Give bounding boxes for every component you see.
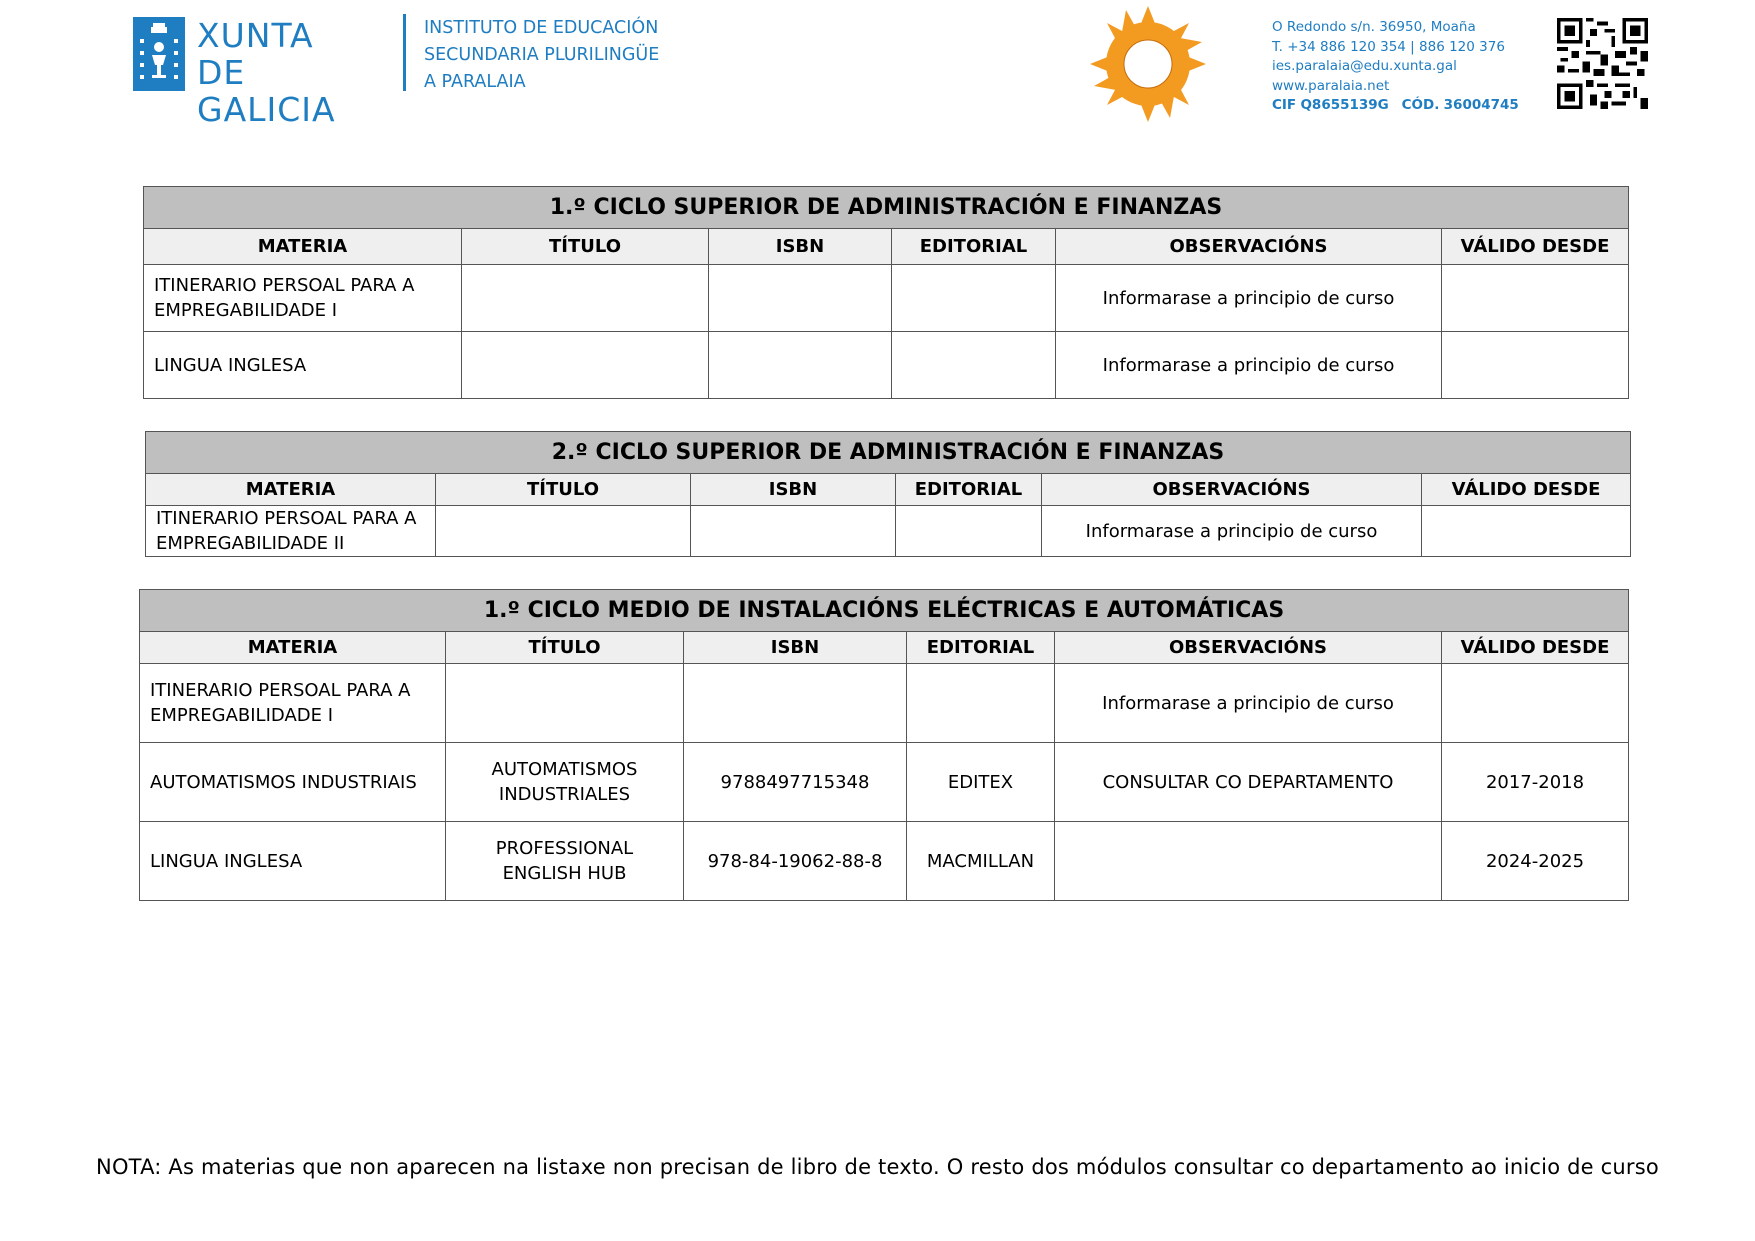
cod-label: CÓD. [1401,97,1440,113]
cod-value: 36004745 [1443,97,1519,113]
cell-materia: LINGUA INGLESA [144,332,462,399]
xunta-de-galicia-logo [133,16,393,129]
cell-valido [1442,265,1629,332]
table-row [140,664,1629,743]
col-header-observacions: OBSERVACIÓNS [1055,632,1442,664]
cell-titulo: PROFESSIONAL ENGLISH HUB [446,822,684,901]
table-title: 2.º CICLO SUPERIOR DE ADMINISTRACIÓN E FINANZAS [146,432,1631,474]
col-header-isbn: ISBN [709,229,892,265]
xunta-wordmark [197,17,393,128]
institute-line: A PARALAIA [424,72,526,92]
col-header-materia: MATERIA [144,229,462,265]
cell-editorial [896,506,1042,557]
cell-materia: ITINERARIO PERSOAL PARA A EMPREGABILIDADE I [144,265,462,332]
table-row [146,506,1631,557]
col-header-editorial: EDITORIAL [907,632,1055,664]
header-divider [403,14,406,91]
cif-value: Q8655139G [1300,97,1389,113]
cif-label: CIF [1272,97,1297,113]
cell-titulo [446,664,684,743]
contact-email[interactable]: ies.paralaia@edu.xunta.gal [1272,58,1457,74]
cell-observacions: Informarase a principio de curso [1056,332,1442,399]
institute-name [424,15,659,96]
cell-materia: ITINERARIO PERSOAL PARA A EMPREGABILIDADE I [140,664,446,743]
cell-titulo: AUTOMATISMOS INDUSTRIALES [446,743,684,822]
contact-web[interactable]: www.paralaia.net [1272,77,1390,94]
col-header-editorial: EDITORIAL [896,474,1042,506]
footer-note: NOTA: As materias que non aparecen na listaxe non precisan de libro de texto. O resto dos módulos consultar co departamento ao inicio de curso [96,1155,1659,1179]
col-header-valido: VÁLIDO DESDE [1422,474,1631,506]
institute-line: SECUNDARIA PLURILINGÜE [424,45,660,65]
cell-editorial: MACMILLAN [907,822,1055,901]
institute-line: INSTITUTO DE EDUCACIÓN [424,18,659,38]
galicia-shield-icon [133,17,185,91]
cell-titulo [462,332,709,399]
cell-isbn [684,664,907,743]
cell-valido: 2024-2025 [1442,822,1629,901]
cell-editorial: EDITEX [907,743,1055,822]
book-table [143,186,1629,399]
cell-materia: ITINERARIO PERSOAL PARA A EMPREGABILIDADE II [146,506,436,557]
col-header-isbn: ISBN [684,632,907,664]
contact-address: O Redondo s/n. 36950, Moaña [1272,19,1476,35]
col-header-editorial: EDITORIAL [892,229,1056,265]
table-row [140,822,1629,901]
cell-isbn: 978-84-19062-88-8 [684,822,907,901]
col-header-titulo: TÍTULO [462,229,709,265]
col-header-titulo: TÍTULO [446,632,684,664]
cell-observacions: Informarase a principio de curso [1055,664,1442,743]
cell-observacions [1055,822,1442,901]
qr-code-icon[interactable] [1557,18,1648,109]
ies-paralaia-sun-logo [1090,6,1206,122]
table-row [144,265,1629,332]
table-title: 1.º CICLO MEDIO DE INSTALACIÓNS ELÉCTRICAS E AUTOMÁTICAS [140,590,1629,632]
cell-titulo [462,265,709,332]
cell-editorial [892,265,1056,332]
col-header-observacions: OBSERVACIÓNS [1056,229,1442,265]
book-table [145,431,1631,557]
xunta-line1: XUNTA [197,16,314,55]
col-header-titulo: TÍTULO [436,474,691,506]
cell-isbn: 9788497715348 [684,743,907,822]
cell-editorial [907,664,1055,743]
cell-editorial [892,332,1056,399]
table-row [144,332,1629,399]
cell-materia: AUTOMATISMOS INDUSTRIAIS [140,743,446,822]
contact-codes [1272,96,1519,116]
cell-materia: LINGUA INGLESA [140,822,446,901]
cell-isbn [691,506,896,557]
cell-valido [1442,332,1629,399]
cell-titulo [436,506,691,557]
col-header-isbn: ISBN [691,474,896,506]
book-table [139,589,1629,901]
cell-observacions: Informarase a principio de curso [1042,506,1422,557]
contact-block [1272,18,1519,116]
col-header-materia: MATERIA [146,474,436,506]
col-header-valido: VÁLIDO DESDE [1442,229,1629,265]
table-row [140,743,1629,822]
table-title: 1.º CICLO SUPERIOR DE ADMINISTRACIÓN E FINANZAS [144,187,1629,229]
cell-valido [1442,664,1629,743]
cell-observacions: CONSULTAR CO DEPARTAMENTO [1055,743,1442,822]
cell-observacions: Informarase a principio de curso [1056,265,1442,332]
cell-valido [1422,506,1631,557]
xunta-line2: DE GALICIA [197,53,336,129]
cell-isbn [709,332,892,399]
col-header-observacions: OBSERVACIÓNS [1042,474,1422,506]
cell-valido: 2017-2018 [1442,743,1629,822]
col-header-materia: MATERIA [140,632,446,664]
col-header-valido: VÁLIDO DESDE [1442,632,1629,664]
cell-isbn [709,265,892,332]
contact-phone: T. +34 886 120 354 | 886 120 376 [1272,38,1505,55]
